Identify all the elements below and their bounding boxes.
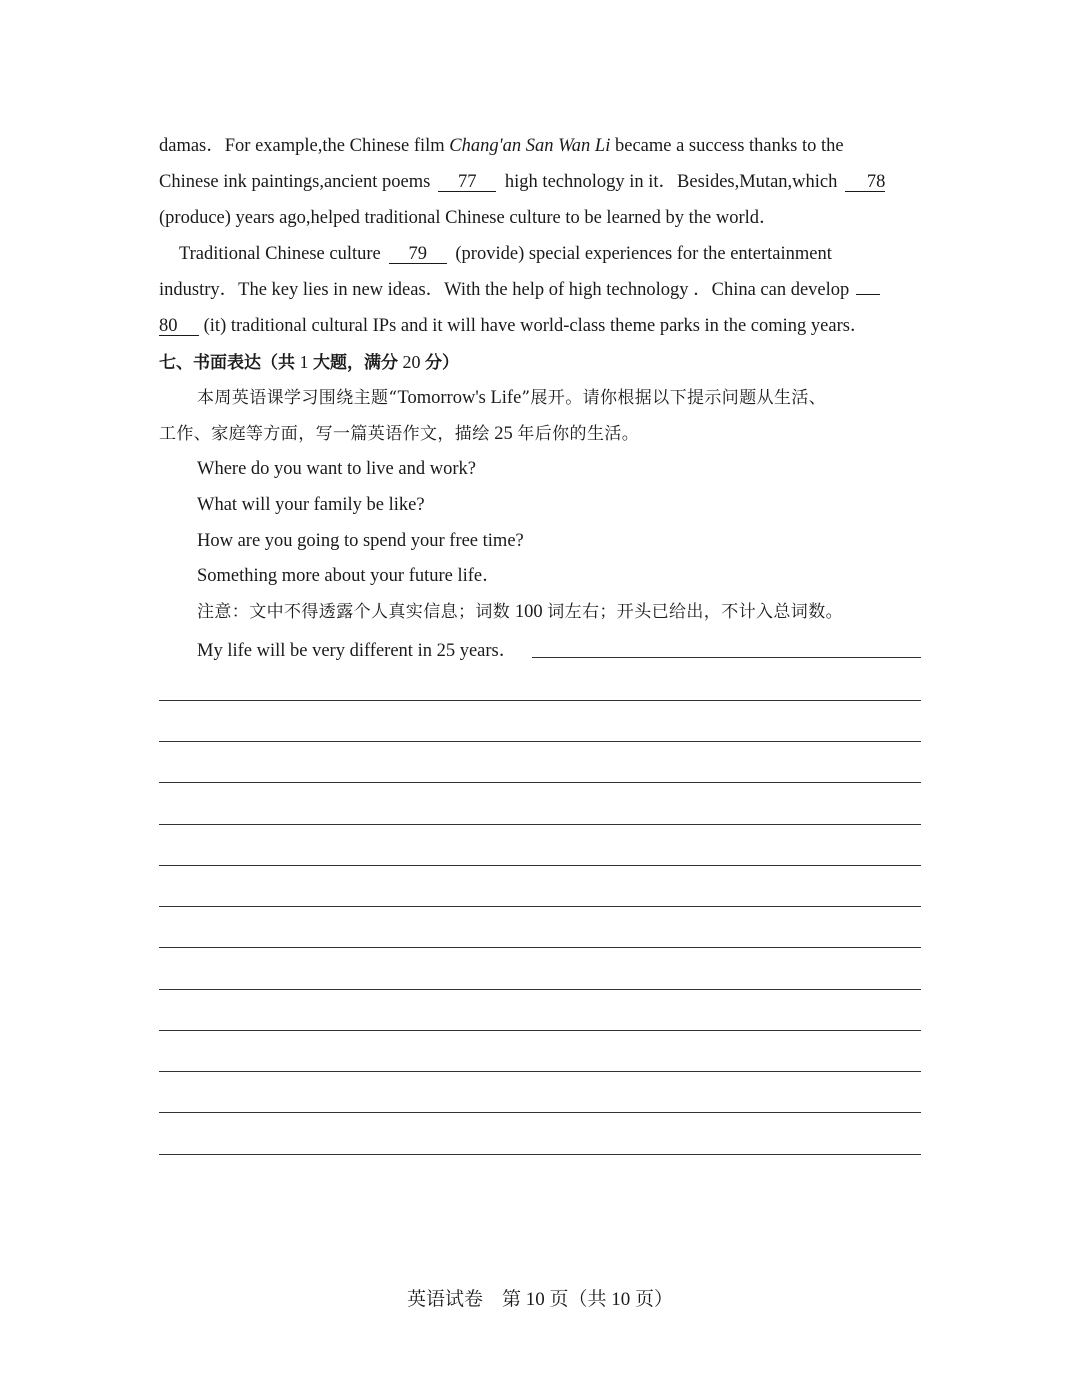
writing-line[interactable] (159, 865, 921, 866)
heading-text: 分） (425, 353, 459, 373)
blank-79[interactable]: 79 (389, 245, 447, 264)
writing-line[interactable] (532, 657, 921, 658)
passage-line-2 (159, 170, 885, 194)
passage-text: Chinese ink paintings,ancient poems (159, 172, 431, 192)
passage-text: high technology in it．Besides,Mutan,which (504, 172, 838, 192)
instruction-text: 本周英语课学习围绕主题“ (197, 388, 398, 408)
topic-title: Tomorrow's Life (397, 388, 522, 408)
passage-text: (provide) special experiences for the entertainment (455, 244, 832, 264)
film-title: Chang'an San Wan Li (449, 136, 611, 156)
heading-number: 20 (398, 352, 425, 372)
instruction-text: ”展开。请你根据以下提示问题从生活、 (521, 388, 827, 408)
essay-opening: My life will be very different in 25 years． (197, 641, 518, 661)
heading-text: 大题，满分 (313, 353, 398, 373)
passage-line-1 (159, 134, 844, 158)
writing-line[interactable] (159, 1071, 921, 1072)
passage-line-3 (159, 206, 778, 230)
blank-80[interactable]: 80 (159, 317, 199, 336)
blank-77[interactable]: 77 (438, 173, 496, 192)
instruction-text: 年后你的生活。 (517, 424, 640, 444)
prompt-question: What will your family be like? (197, 495, 425, 515)
writing-line[interactable] (159, 1112, 921, 1113)
section-heading (159, 350, 459, 375)
passage-line-4 (179, 242, 832, 266)
writing-line[interactable] (159, 906, 921, 907)
page-number: 10 (520, 1289, 550, 1310)
instruction-text: 工作、家庭等方面，写一篇英语作文，描绘 (159, 424, 490, 444)
footer-text: 页（共 (549, 1288, 607, 1310)
note-line (197, 600, 843, 624)
blank-78[interactable]: 78 (845, 173, 885, 192)
writing-line[interactable] (159, 782, 921, 783)
heading-text: 七、书面表达（共 (159, 353, 295, 373)
passage-line-5 (159, 278, 880, 302)
passage-text: (produce) years ago,helped traditional Chinese culture to be learned by the world． (159, 208, 778, 228)
footer-text: 英语试卷 第 (406, 1288, 521, 1310)
passage-text: became a success thanks to the (610, 136, 844, 156)
footer-text: 页） (635, 1288, 674, 1310)
writing-line[interactable] (159, 1154, 921, 1155)
passage-text: industry．The key lies in new ideas．With the help of high technology ．China can develop (159, 280, 850, 300)
note-number: 100 (510, 602, 548, 622)
blank-80-start[interactable] (856, 294, 880, 295)
note-text: 注意：文中不得透露个人真实信息；词数 (197, 602, 511, 622)
writing-line[interactable] (159, 741, 921, 742)
writing-line[interactable] (159, 947, 921, 948)
instruction-number: 25 (489, 424, 518, 444)
instruction-line-2 (159, 422, 639, 446)
prompt-question: Where do you want to live and work? (197, 459, 476, 479)
passage-text: Traditional Chinese culture (179, 244, 381, 264)
passage-line-6 (159, 314, 868, 338)
prompt-question: How are you going to spend your free time? (197, 531, 524, 551)
instruction-line-1 (197, 386, 826, 410)
passage-text: (it) traditional cultural IPs and it will have world-class theme parks in the coming years． (203, 316, 869, 336)
note-text: 词左右；开头已给出，不计入总词数。 (547, 602, 844, 622)
heading-number: 1 (295, 352, 313, 372)
writing-line[interactable] (159, 824, 921, 825)
total-pages: 10 (606, 1289, 635, 1310)
writing-line[interactable] (159, 1030, 921, 1031)
writing-line[interactable] (159, 700, 921, 701)
passage-text: damas．For example,the Chinese film (159, 136, 450, 156)
prompt-question: Something more about your future life． (197, 566, 501, 586)
writing-line[interactable] (159, 989, 921, 990)
page-footer (0, 1284, 1080, 1311)
